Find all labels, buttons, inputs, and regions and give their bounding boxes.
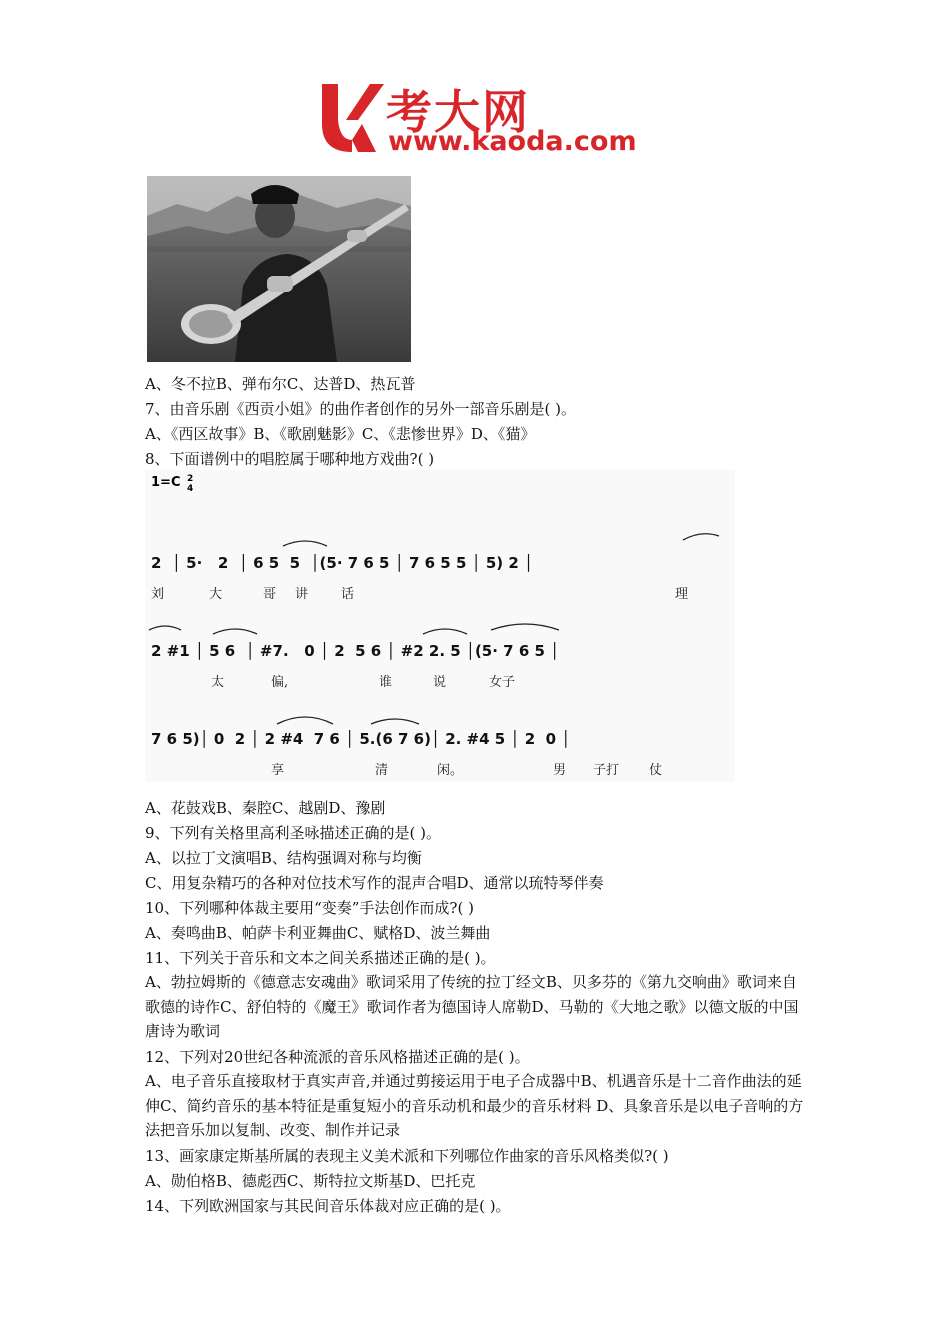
score-time-bottom: 4 — [187, 484, 194, 494]
kaoda-logo — [318, 80, 638, 160]
q9-question: 9、下列有关格里高利圣咏描述正确的是( )。 — [145, 824, 442, 842]
score-lyric: 享 — [271, 763, 285, 778]
k-logo-icon — [318, 80, 384, 154]
q11-question: 11、下列关于音乐和文本之间关系描述正确的是( )。 — [145, 949, 496, 967]
q9-options-line1: A、以拉丁文演唱B、结构强调对称与均衡 — [145, 849, 422, 867]
score-lyric: 话 — [341, 587, 355, 602]
logo-url: www.kaoda.com — [388, 126, 637, 157]
score-lyric: 子打 — [593, 763, 620, 778]
musician-photo — [147, 176, 411, 362]
score-lyric: 女子 — [489, 675, 516, 690]
score-lyric: 大 — [209, 587, 223, 602]
score-lyric: 偏, — [271, 675, 289, 690]
score-lyric: 理 — [675, 587, 689, 602]
score-lyric: 男 — [553, 763, 567, 778]
score-lyric: 说 — [433, 675, 447, 690]
q7-options: A、《西区故事》B、《歌剧魅影》C、《悲惨世界》D、《猫》 — [145, 425, 536, 443]
q7-question: 7、由音乐剧《西贡小姐》的曲作者创作的另外一部音乐剧是( )。 — [145, 400, 577, 418]
score-lyric: 讲 — [295, 587, 309, 602]
q10-options: A、奏鸣曲B、帕萨卡利亚舞曲C、赋格D、波兰舞曲 — [145, 924, 491, 942]
score-lyric: 仗 — [649, 763, 663, 778]
q12-options: A、电子音乐直接取材于真实声音,并通过剪接运用于电子合成器中B、机遇音乐是十二音作曲法的延伸C、简约音乐的基本特征是重复短小的音乐动机和最少的音乐材料 D、具象音乐是以电子音响的方法把音乐加以复制、改变、制作并记录 — [145, 1072, 804, 1139]
score-row-3-notes: 7 6 5)│ 0 2 │ 2 #4 7 6 │ 5.(6 7 6)│ 2. #4 5 │ 2 0 │ — [151, 730, 571, 748]
score-lyric: 刘 — [151, 587, 165, 602]
score-lyric: 清 — [375, 763, 389, 778]
q14-question: 14、下列欧洲国家与其民间音乐体裁对应正确的是( )。 — [145, 1197, 511, 1215]
q12-question: 12、下列对20世纪各种流派的音乐风格描述正确的是( )。 — [145, 1048, 530, 1066]
score-lyric: 太 — [211, 675, 225, 690]
score-lyric: 闲。 — [437, 763, 464, 778]
logo-name: 考大网 — [386, 85, 530, 139]
q6-options: A、冬不拉B、弹布尔C、达普D、热瓦普 — [145, 375, 416, 393]
q8-question: 8、下面谱例中的唱腔属于哪种地方戏曲?( ) — [145, 450, 435, 468]
score-key: 1=C — [151, 475, 181, 490]
score-row-2-notes: 2 #1 │ 5 6 │ #7. 0 │ 2 5 6 │ #2 2. 5 │(5· 7 6 5 │ — [151, 642, 560, 660]
q8-options: A、花鼓戏B、秦腔C、越剧D、豫剧 — [145, 799, 386, 817]
q11-options: A、勃拉姆斯的《德意志安魂曲》歌词采用了传统的拉丁经文B、贝多芬的《第九交响曲》歌词来自歌德的诗作C、舒伯特的《魔王》歌词作者为德国诗人席勒D、马勒的《大地之歌》以德文版的中国唐诗为歌词 — [145, 973, 799, 1040]
score-lyric: 谁 — [379, 675, 393, 690]
q13-options: A、勋伯格B、德彪西C、斯特拉文斯基D、巴托克 — [145, 1172, 476, 1190]
q10-question: 10、下列哪种体裁主要用“变奏”手法创作而成?( ) — [145, 899, 474, 917]
score-time-top: 2 — [187, 474, 194, 484]
score-lyric: 哥 — [263, 587, 277, 602]
jianpu-score — [145, 470, 735, 782]
score-row-1-notes: 2 │ 5· 2 │ 6 5 5 │(5· 7 6 5 │ 7 6 5 5 │ 5) 2 │ — [151, 554, 534, 572]
q13-question: 13、画家康定斯基所属的表现主义美术派和下列哪位作曲家的音乐风格类似?( ) — [145, 1147, 669, 1165]
q9-options-line2: C、用复杂精巧的各种对位技术写作的混声合唱D、通常以琉特琴伴奏 — [145, 874, 604, 892]
